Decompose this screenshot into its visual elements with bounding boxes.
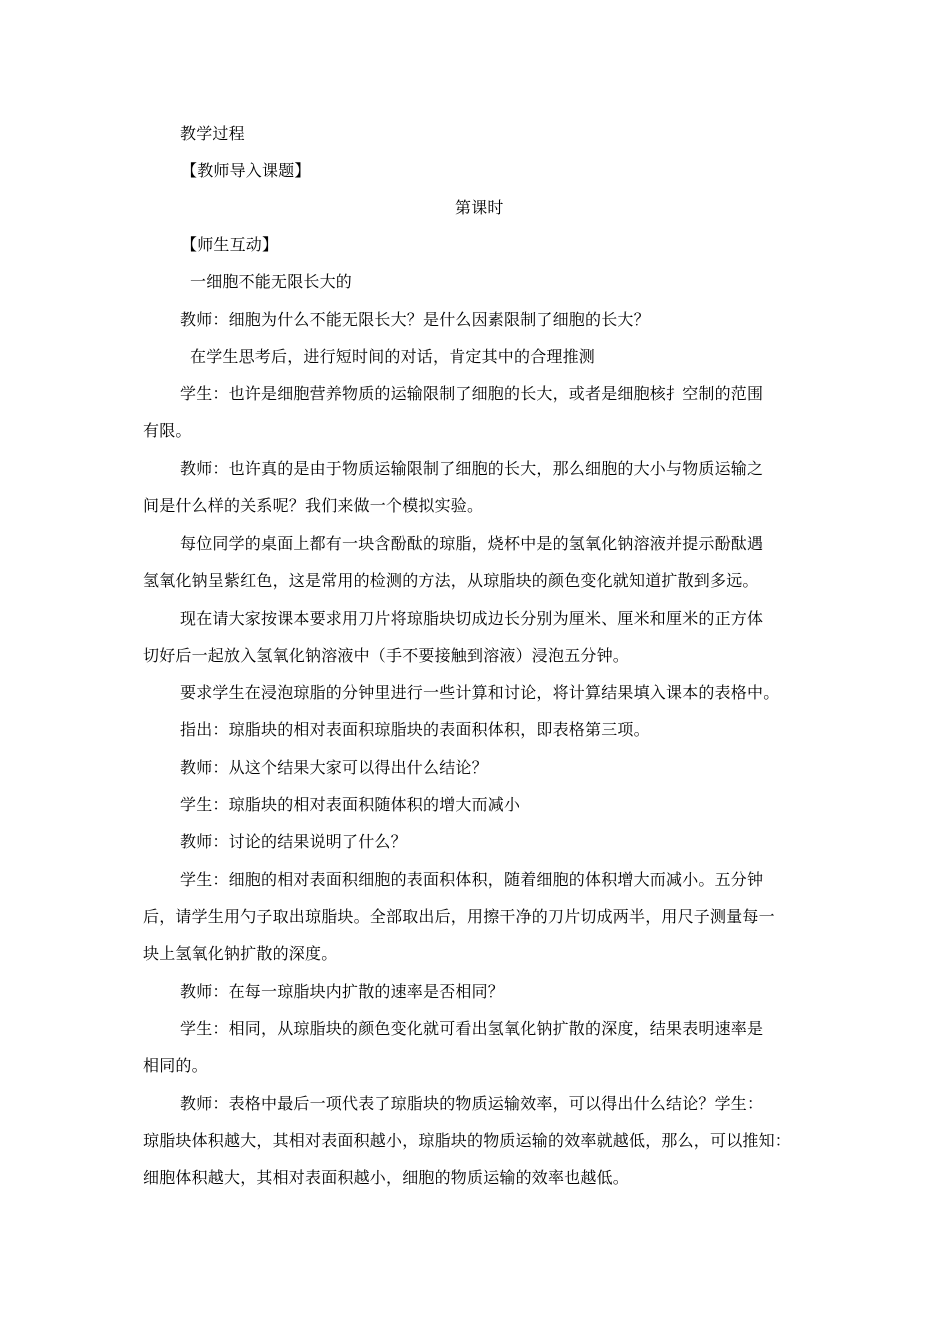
paragraph-line: 块上氢氧化钠扩散的深度。	[143, 944, 338, 963]
paragraph-line: 教师：从这个结果大家可以得出什么结论？	[180, 758, 488, 777]
paragraph-line: 教师：讨论的结果说明了什么？	[180, 832, 407, 851]
paragraph-line: 相同的。	[143, 1056, 208, 1075]
paragraph-line: 要求学生在浸泡琼脂的分钟里进行一些计算和讨论，将计算结果填入课本的表格中。	[180, 683, 780, 702]
paragraph-line: 有限。	[143, 421, 192, 440]
paragraph-line: 教师：在每一琼脂块内扩散的速率是否相同？	[180, 982, 505, 1001]
paragraph-line: 间是什么样的关系呢？我们来做一个模拟实验。	[143, 496, 484, 515]
paragraph-line: 细胞体积越大，其相对表面积越小，细胞的物质运输的效率也越低。	[143, 1168, 630, 1187]
section-heading: 【教师导入课题】	[181, 161, 311, 180]
section-title: 教学过程	[180, 124, 245, 143]
paragraph-line: 切好后一起放入氢氧化钠溶液中（手不要接触到溶液）浸泡五分钟。	[143, 646, 630, 665]
paragraph-line: 后，请学生用勺子取出琼脂块。全部取出后，用擦干净的刀片切成两半，用尺子测量每一	[143, 907, 775, 926]
topic-heading: 一细胞不能无限长大的	[190, 272, 353, 291]
paragraph-line: 教师：也许真的是由于物质运输限制了细胞的长大，那么细胞的大小与物质运输之	[180, 459, 764, 478]
paragraph-line: 学生：也许是细胞营养物质的运输限制了细胞的长大，或者是细胞核扌空制的范围	[180, 384, 764, 403]
paragraph-line: 教师：细胞为什么不能无限长大？是什么因素限制了细胞的长大？	[180, 310, 650, 329]
section-heading: 【师生互动】	[181, 235, 279, 254]
paragraph-line: 学生：细胞的相对表面积细胞的表面积体积，随着细胞的体积增大而减小。五分钟	[180, 870, 764, 889]
paragraph-line: 琼脂块体积越大，其相对表面积越小，琼脂块的物质运输的效率就越低，那么，可以推知：	[143, 1131, 792, 1150]
paragraph-line: 教师：表格中最后一项代表了琼脂块的物质运输效率，可以得出什么结论？学生：	[180, 1094, 764, 1113]
paragraph-line: 在学生思考后，进行短时间的对话，肯定其中的合理推测	[190, 347, 596, 366]
paragraph-line: 学生：相同，从琼脂块的颜色变化就可看出氢氧化钠扩散的深度，结果表明速率是	[180, 1019, 764, 1038]
paragraph-line: 每位同学的桌面上都有一块含酚酞的琼脂，烧杯中是的氢氧化钠溶液并提示酚酞遇	[180, 534, 764, 553]
paragraph-line: 氢氧化钠呈紫红色，这是常用的检测的方法，从琼脂块的颜色变化就知道扩散到多远。	[143, 571, 759, 590]
lesson-period-heading: 第课时	[455, 198, 504, 217]
paragraph-line: 学生：琼脂块的相对表面积随体积的增大而减小	[180, 795, 521, 814]
paragraph-line: 指出：琼脂块的相对表面积琼脂块的表面积体积，即表格第三项。	[180, 720, 650, 739]
paragraph-line: 现在请大家按课本要求用刀片将琼脂块切成边长分别为厘米、厘米和厘米的正方体	[180, 609, 764, 628]
